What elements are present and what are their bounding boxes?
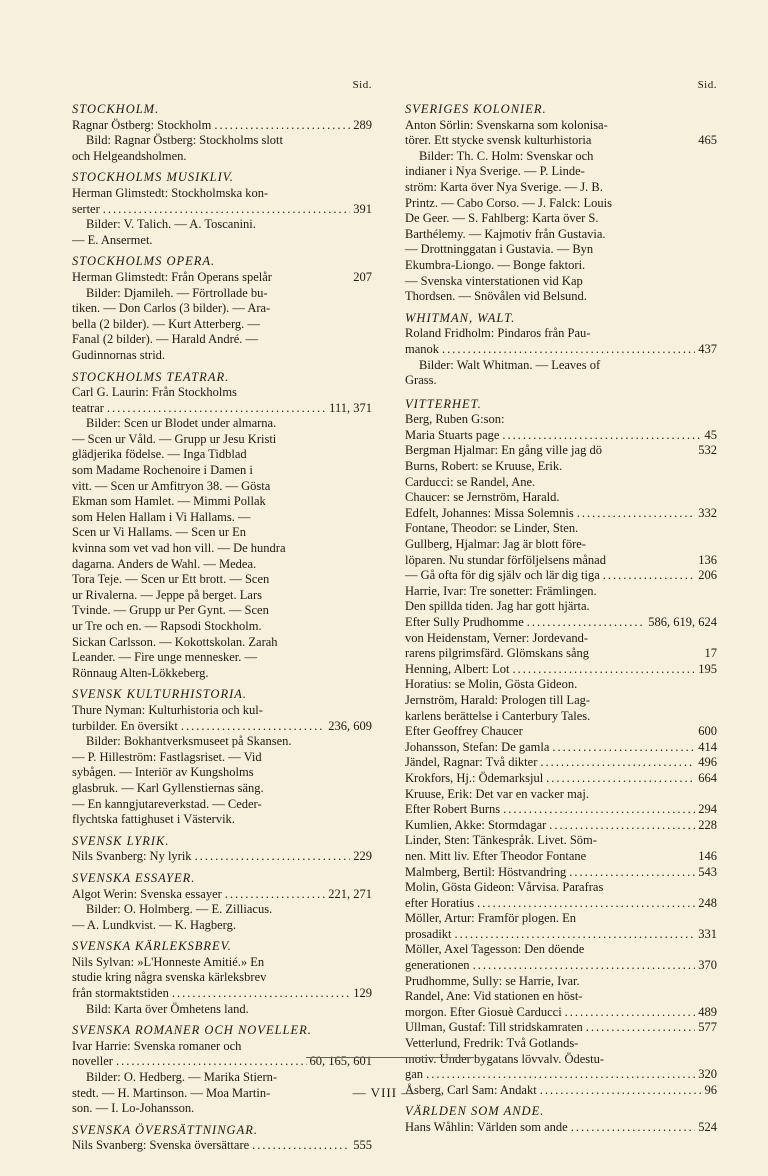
entry-text: Kumlien, Akke: Stormdagar [405,817,547,832]
bilder-line: Bild: Ragnar Östberg: Stockholms slott [86,133,283,148]
section-heading: STOCKHOLMS MUSIKLIV. [72,170,234,185]
page-number: 524 [698,1120,717,1134]
entry-text: Anton Sörlin: Svenskarna som kolonisa- [405,117,608,132]
entry-text: Efter Geoffrey Chaucer [405,724,523,739]
entry-text: Edfelt, Johannes: Missa Solemnis [405,505,574,520]
section-heading: STOCKHOLMS TEATRAR. [72,369,230,384]
entry-text: Randel, Ane: Vid stationen en höst- [405,989,583,1004]
page-number: 437 [698,341,717,356]
entry-text: serter [72,201,100,216]
entry-text: Nils Svanberg: Ny lyrik [72,849,192,864]
page-number: 248 [698,895,717,910]
entry-text: Jernström, Harald: Prologen till Lag- [405,692,591,707]
entry-text: morgon. Efter Giosuè Carducci [405,1004,562,1019]
entry-text: — E. Ansermet. [72,232,153,247]
bilder-line: Bilder: Djamileh. — Förtrollade bu- [86,285,268,300]
entry-text: manok [405,341,440,356]
section-heading: STOCKHOLMS OPERA. [72,254,216,269]
entry-text: Grass. [405,373,437,388]
entry-text: Nils Svanberg: Svenska översättare [72,1138,250,1153]
entry-text: Den spillda tiden. Jag har gott hjärta. [405,599,590,614]
page-number: 136 [698,552,717,567]
section-essayer [72,871,372,933]
entry-text: De Geer. — S. Fahlberg: Karta över S. [405,211,599,226]
section-heading: VÄRLDEN SOM ANDE. [405,1104,545,1119]
page-number: 331 [698,926,717,941]
entry-text: Åsberg, Carl Sam: Andakt [405,1082,537,1097]
page-number: 146 [698,848,717,863]
section-teatrar [72,370,372,682]
entry-text: turbilder. En översikt [72,718,178,733]
section-heading: WHITMAN, WALT. [405,310,516,325]
entry-text: — Scen ur Våld. — Grupp ur Jesu Kristi [72,431,277,446]
bilder-line: Bilder: Walt Whitman. — Leaves of [419,357,601,372]
bilder-line: Bilder: Bokhantverksmuseet på Skansen. [86,734,292,749]
page-number: 414 [698,739,717,754]
section-heading: SVENSK LYRIK. [72,833,170,848]
entry-text: prosadikt [405,926,452,941]
entry-text: — Gå ofta för dig själv och lär dig tiga [405,568,600,583]
page-number: 236, 609 [328,718,372,733]
entry-text: gan [405,1067,424,1082]
section-kulturhistoria [72,687,372,827]
page-number: 229 [353,849,372,864]
page-number: 577 [698,1020,717,1035]
entry-text: rarens pilgrimsfärd. Glömskans sång [405,646,589,661]
entry-text: Fontane, Theodor: se Linder, Sten. [405,521,579,536]
entry-text: Malmberg, Bertil: Höstvandring [405,864,567,879]
entry-text: Ivar Harrie: Svenska romaner och [72,1038,242,1053]
page-number: 664 [698,770,717,785]
page-number: 294 [698,802,717,817]
entry-text: Herman Glimstedt: Stockholmska kon- [72,185,269,200]
section-karleksbrev [72,939,372,1017]
bilder-line: Bilder: V. Talich. — A. Toscanini. [86,217,256,232]
entry-text: och Helgeandsholmen. [72,148,187,163]
entry-text: Fanal (2 bilder). — Harald André. — [72,332,259,347]
entry-text: ur Tre och en. — Rapsodi Stockholm. [72,619,262,633]
entry-text: Harrie, Ivar: Tre sonetter: Främlingen. [405,583,597,598]
entry-text: Barthélemy. — Kajmotiv från Gustavia. [405,226,606,241]
entry-text: — P. Hilleström: Fastlagsriset. — Vid [72,749,262,764]
entry-text: Jändel, Ragnar: Två dikter [405,755,538,770]
entry-text: Vetterlund, Fredrik: Två Gotlands- [405,1036,579,1051]
entry-text: von Heidenstam, Verner: Jordevand- [405,630,589,645]
page-number: 332 [698,505,717,520]
page-number: 221, 271 [328,886,372,901]
section-heading: SVENSKA ROMANER OCH NOVELLER. [72,1023,312,1038]
page-number: 370 [698,958,717,973]
entry-text: dagarna. Anders de Wahl. — Medea. [72,556,257,571]
entry-text: — A. Lundkvist. — K. Hagberg. [72,917,236,932]
section-heading: SVENSK KULTURHISTORIA. [72,687,248,702]
section-kolonier [405,102,717,305]
entry-text: som Madame Rochenoire i Damen i [72,463,253,478]
left-column [72,78,372,1154]
entry-text: Bergman Hjalmar: En gång ville jag dö [405,443,602,458]
entry-text: flychtska fattighuset i Västervik. [72,812,235,827]
section-lyrik [72,834,372,865]
entry-text: Sickan Carlsson. — Kokottskolan. Zarah [72,634,278,649]
section-romaner [72,1023,372,1117]
section-whitman [405,311,717,389]
entry-text: Efter Sully Prudhomme [405,615,524,629]
entry-text: efter Horatius [405,895,475,910]
entry-text: son. — I. Lo-Johansson. [72,1101,195,1116]
section-heading: STOCKHOLM. [72,102,160,116]
entry-text: kvinna som vet vad hon vill. — De hundra [72,541,286,556]
entry-text: bella (2 bilder). — Kurt Atterberg. — [72,316,260,331]
entry-text: nen. Mitt liv. Efter Theodor Fontane [405,848,587,863]
page-number: 600 [698,724,717,739]
entry-text: generationen [405,958,470,973]
page-number: 17 [704,646,717,661]
right-column [405,78,717,1136]
page-number: 586, 619, 624 [648,615,717,629]
entry-text: Krokfors, Hj.: Ödemarksjul [405,770,544,785]
section-heading: SVENSKA ÖVERSÄTTNINGAR. [72,1122,258,1137]
page-number: 496 [698,755,717,770]
entry-text: löparen. Nu stundar förföljelsens månad [405,552,606,567]
entry-text: Leander. — Fire unge mennesker. — [72,650,258,665]
entry-text: indianer i Nya Sverige. — P. Linde- [405,164,585,179]
entry-text: Printz. — Cabo Corso. — J. Falck: Louis [405,195,612,210]
entry-text: Molin, Gösta Gideon: Vårvisa. Parafras [405,880,604,895]
section-heading: SVENSKA KÄRLEKSBREV. [72,939,232,954]
entry-text: glädjerika födelse. — Inga Tidblad [72,447,247,462]
entry-text: vitt. — Scen ur Amfitryon 38. — Gösta [72,478,271,493]
entry-text: Berg, Ruben G:son: [405,412,505,427]
entry-text: Tvinde. — Grupp ur Per Gynt. — Scen [72,603,269,618]
entry-text: Carl G. Laurin: Från Stockholms [72,385,237,400]
section-varlden [405,1104,717,1135]
entry-text: Möller, Artur: Framför plogen. En [405,911,576,926]
page-number: 195 [698,661,717,676]
page-number: 555 [353,1138,372,1153]
entry-text: Thure Nyman: Kulturhistoria och kul- [72,702,263,717]
page-number: 489 [698,1004,717,1019]
page-number: 465 [698,133,717,148]
entry-text: Efter Robert Burns [405,802,501,817]
entry-text: karlens berättelse i Canterbury Tales. [405,708,591,723]
entry-text: Thordsen. — Snövålen vid Belsund. [405,289,587,304]
entry-text: Algot Werin: Svenska essayer [72,886,222,901]
entry-text: Kruuse, Erik: Det var en vacker maj. [405,786,589,801]
bilder-line: Bilder: Scen ur Blodet under almarna. [86,416,277,431]
entry-text: Horatius: se Molin, Gösta Gideon. [405,677,578,692]
page-folio: — VIII — [352,1085,416,1100]
entry-text: Tora Teje. — Scen ur Ett brott. — Scen [72,572,270,587]
bilder-line: Bilder: O. Holmberg. — E. Zilliacus. [86,902,273,917]
entry-text: Ullman, Gustaf: Till stridskamraten [405,1020,583,1035]
entry-text: Rönnaug Alten-Lökkeberg. [72,665,209,680]
entry-text: motiv. Under bygatans lövvalv. Ödestu- [405,1051,605,1066]
page-number: 129 [353,986,372,1001]
page-number: 289 [353,117,372,132]
entry-text: Maria Stuarts page [405,427,500,442]
section-oversattningar [72,1123,372,1154]
page-number: 320 [698,1067,717,1082]
section-heading: SVENSKA ESSAYER. [72,870,196,885]
entry-text: Ekman som Hamlet. — Mimmi Pollak [72,494,266,509]
entry-text: Gullberg, Hjalmar: Jag är blott före- [405,537,586,552]
section-heading: SVERIGES KOLONIER. [405,102,547,116]
entry-text: tiken. — Don Carlos (3 bilder). — Ara- [72,301,271,316]
entry-text: noveller [72,1054,113,1069]
entry-text: teatrar [72,400,104,415]
entry-text: Prudhomme, Sully: se Harrie, Ivar. [405,973,580,988]
entry-text: glasbruk. — Karl Gyllenstiernas säng. [72,780,264,795]
page-number: 206 [698,568,717,583]
page-number: 45 [704,427,717,442]
page-number: 391 [353,201,372,216]
entry-text: Nils Sylvan: »L'Honneste Amitié.» En [72,954,265,969]
entry-text: från stormaktstiden [72,986,169,1001]
entry-text: — Svenska vinterstationen vid Kap [405,273,583,288]
bilder-line: Bilder: O. Hedberg. — Marika Stiern- [86,1070,278,1085]
entry-text: Johansson, Stefan: De gamla [405,739,550,754]
page-number: 207 [353,269,372,284]
page-number: 532 [698,443,717,458]
sid-label: Sid. [697,79,717,91]
entry-text: ström: Karta över Nya Sverige. — J. B. [405,179,603,194]
page-number: 543 [698,864,717,879]
section-vitterhet [405,397,717,1099]
entry-text: stedt. — H. Martinson. — Moa Martin- [72,1085,271,1100]
page-number: 60, 165, 601 [309,1054,372,1069]
entry-text: Scen ur Vi Hallams. — Scen ur En [72,525,246,540]
entry-text: Ekumbra-Liongo. — Bonge faktori. [405,257,586,272]
entry-text: Herman Glimstedt: Från Operans spelår [72,269,272,284]
entry-text: Hans Wåhlin: Världen som ande [405,1120,568,1134]
entry-text: Roland Fridholm: Pindaros från Pau- [405,326,591,341]
entry-text: Burns, Robert: se Kruuse, Erik. [405,459,563,474]
entry-text: sybågen. — Interiör av Kungsholms [72,765,254,780]
section-opera [72,254,372,363]
entry-text: törer. Ett stycke svensk kulturhistoria [405,133,592,148]
entry-text: Henning, Albert: Lot [405,661,510,676]
entry-text: Ragnar Östberg: Stockholm [72,117,212,132]
page-number: 96 [704,1082,717,1097]
bilder-line: Bilder: Th. C. Holm: Svenskar och [419,148,594,163]
section-stockholm [72,102,372,164]
section-musikliv [72,170,372,248]
entry-text: — En kanngjutareverkstad. — Ceder- [72,796,262,811]
entry-text: Chaucer: se Jernström, Harald. [405,490,560,505]
page-number: 111, 371 [329,400,372,415]
bilder-line: Bild: Karta över Ömhetens land. [86,1001,249,1016]
entry-text: Carducci: se Randel, Ane. [405,474,536,489]
entry-text: studie kring några svenska kärleksbrev [72,970,267,985]
entry-text: ur Rivalerna. — Jeppe på berget. Lars [72,587,262,602]
sid-label: Sid. [352,79,372,91]
entry-text: som Helen Hallam i Vi Hallams. — [72,509,251,524]
entry-text: Linder, Sten: Tänkespråk. Livet. Söm- [405,833,597,848]
footer-rule [306,1057,474,1058]
entry-text: Möller, Axel Tagesson: Den döende [405,942,585,957]
entry-text: Gudinnornas strid. [72,347,166,362]
entry-text: — Drottninggatan i Gustavia. — Byn [405,242,594,257]
page-number: 228 [698,817,717,832]
section-heading: VITTERHET. [405,396,482,411]
